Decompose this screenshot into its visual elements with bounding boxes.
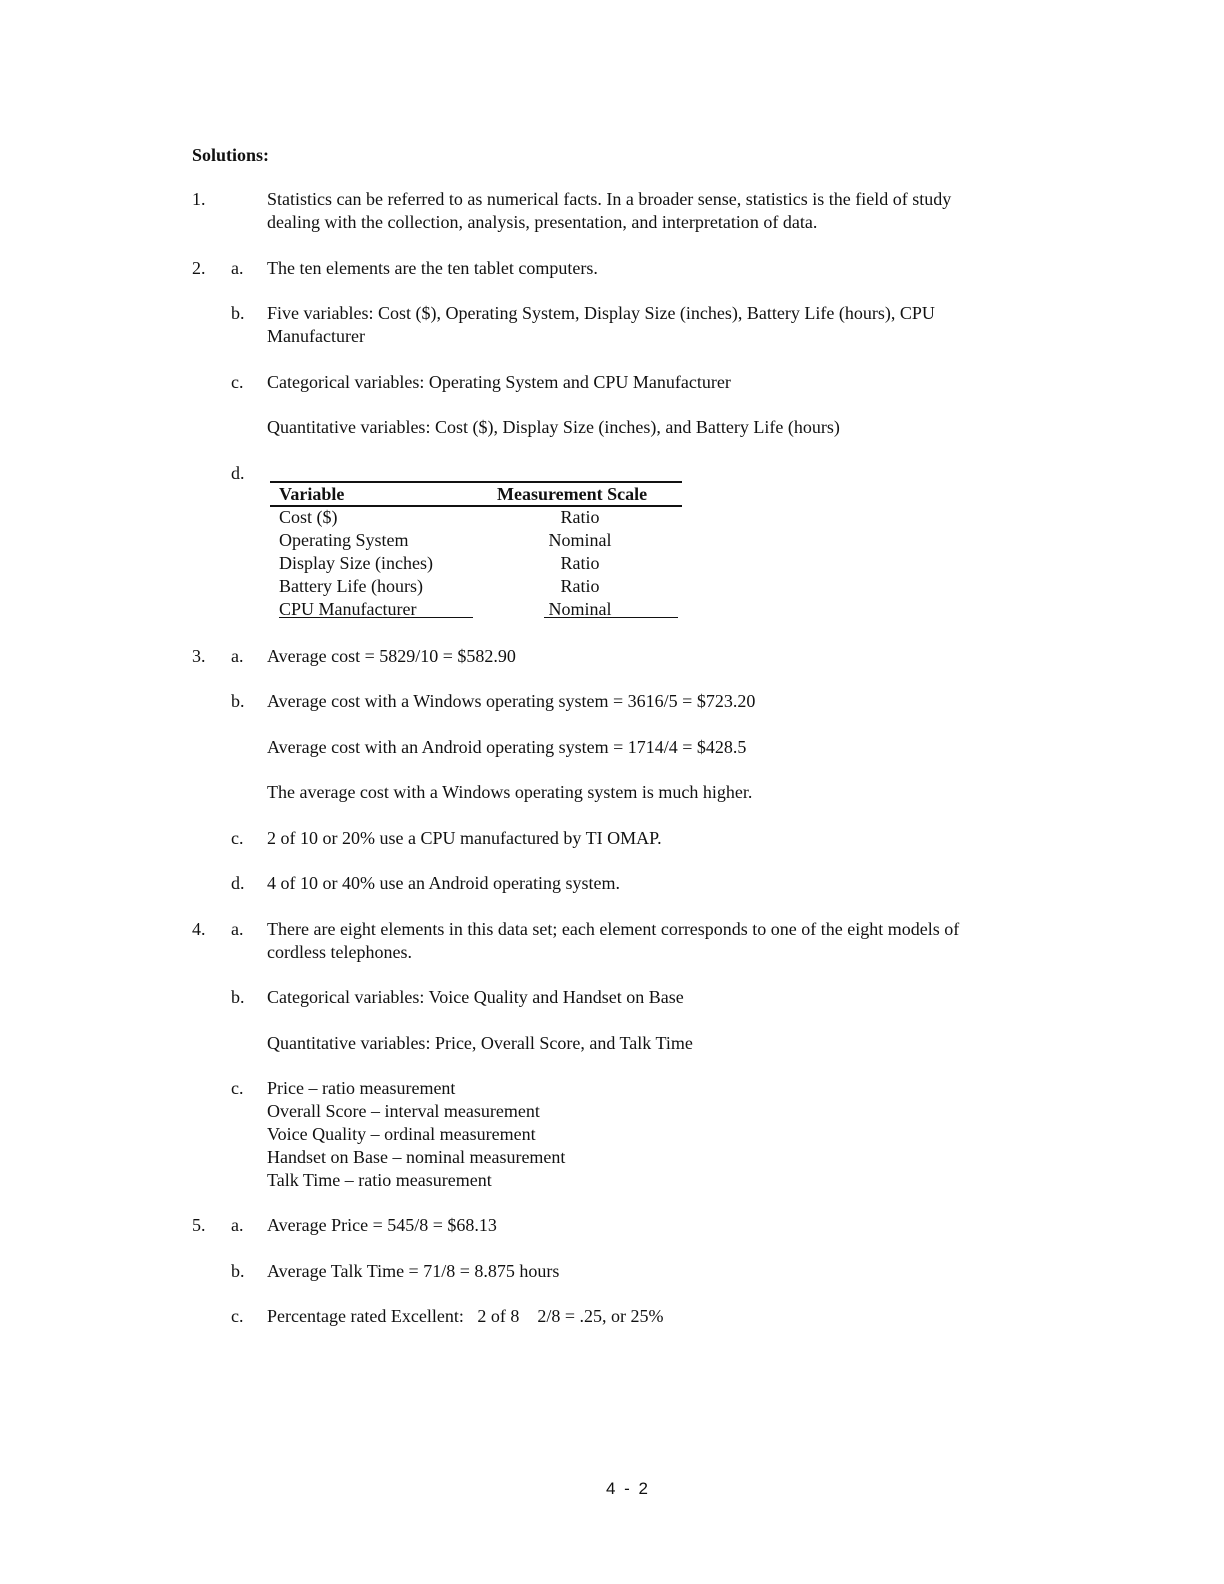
q2a-label: a.	[231, 258, 244, 278]
q3c-text: 2 of 10 or 20% use a CPU manufactured by TI OMAP.	[267, 828, 662, 848]
q3b-windows: Average cost with a Windows operating system = 3616/5 = $723.20	[267, 691, 756, 711]
q3b-android: Average cost with an Android operating system = 1714/4 = $428.5	[267, 737, 747, 757]
q3b-conclusion: The average cost with a Windows operating system is much higher.	[267, 782, 753, 802]
page-heading: Solutions:	[192, 145, 270, 165]
table-cell-scale: Ratio	[560, 507, 600, 527]
q4-number: 4.	[192, 919, 206, 939]
q2b-label: b.	[231, 303, 245, 323]
q5c-text: Percentage rated Excellent: 2 of 8 2/8 = .25, or 25%	[267, 1306, 664, 1326]
q5a-label: a.	[231, 1215, 244, 1235]
q4c-line: Talk Time – ratio measurement	[267, 1170, 492, 1190]
q4b-label: b.	[231, 987, 245, 1007]
q3a-label: a.	[231, 646, 244, 666]
q4a-line-1: There are eight elements in this data set; each element corresponds to one of the eight models of	[267, 919, 960, 939]
q5c-label: c.	[231, 1306, 244, 1326]
q2c-categorical: Categorical variables: Operating System and CPU Manufacturer	[267, 372, 731, 392]
q2b-line-2: Manufacturer	[267, 326, 365, 346]
q1-line-2: dealing with the collection, analysis, presentation, and interpretation of data.	[267, 212, 818, 232]
table-cell-variable: Cost ($)	[279, 507, 338, 527]
q2b-line-1: Five variables: Cost ($), Operating System, Display Size (inches), Battery Life (hours), CPU	[267, 303, 935, 323]
table-cell-scale: Nominal	[548, 599, 612, 619]
q5a-text: Average Price = 545/8 = $68.13	[267, 1215, 497, 1235]
q4b-quantitative: Quantitative variables: Price, Overall Score, and Talk Time	[267, 1033, 693, 1053]
q3a-text: Average cost = 5829/10 = $582.90	[267, 646, 516, 666]
q4c-line: Handset on Base – nominal measurement	[267, 1147, 566, 1167]
table-cell-variable: Display Size (inches)	[279, 553, 433, 573]
q4b-categorical: Categorical variables: Voice Quality and Handset on Base	[267, 987, 684, 1007]
q2d-label: d.	[231, 463, 245, 483]
q2c-label: c.	[231, 372, 244, 392]
page-number: 4 - 2	[606, 1479, 651, 1498]
q4c-line: Voice Quality – ordinal measurement	[267, 1124, 536, 1144]
table-cell-variable: CPU Manufacturer	[279, 599, 417, 619]
q1-line-1: Statistics can be referred to as numerical facts. In a broader sense, statistics is the field of study	[267, 189, 952, 209]
table-header-scale: Measurement Scale	[497, 484, 648, 504]
table-cell-variable: Battery Life (hours)	[279, 576, 423, 596]
q4a-label: a.	[231, 919, 244, 939]
q4a-line-2: cordless telephones.	[267, 942, 412, 962]
q5b-label: b.	[231, 1261, 245, 1281]
table-bottom-rule-right	[544, 617, 678, 618]
q2a-text: The ten elements are the ten tablet computers.	[267, 258, 598, 278]
q3d-label: d.	[231, 873, 245, 893]
table-cell-scale: Nominal	[548, 530, 612, 550]
table-header-variable: Variable	[279, 484, 345, 504]
q4c-line: Price – ratio measurement	[267, 1078, 456, 1098]
q3d-text: 4 of 10 or 40% use an Android operating system.	[267, 873, 620, 893]
table-cell-scale: Ratio	[560, 553, 600, 573]
q2c-quantitative: Quantitative variables: Cost ($), Display Size (inches), and Battery Life (hours)	[267, 417, 840, 437]
q1-number: 1.	[192, 189, 206, 209]
q4c-line: Overall Score – interval measurement	[267, 1101, 540, 1121]
q2-number: 2.	[192, 258, 206, 278]
q5-number: 5.	[192, 1215, 206, 1235]
q5b-text: Average Talk Time = 71/8 = 8.875 hours	[267, 1261, 560, 1281]
q3-number: 3.	[192, 646, 206, 666]
table-cell-scale: Ratio	[560, 576, 600, 596]
table-cell-variable: Operating System	[279, 530, 409, 550]
q3b-label: b.	[231, 691, 245, 711]
q4c-label: c.	[231, 1078, 244, 1098]
table-bottom-rule-left	[279, 617, 473, 618]
q3c-label: c.	[231, 828, 244, 848]
